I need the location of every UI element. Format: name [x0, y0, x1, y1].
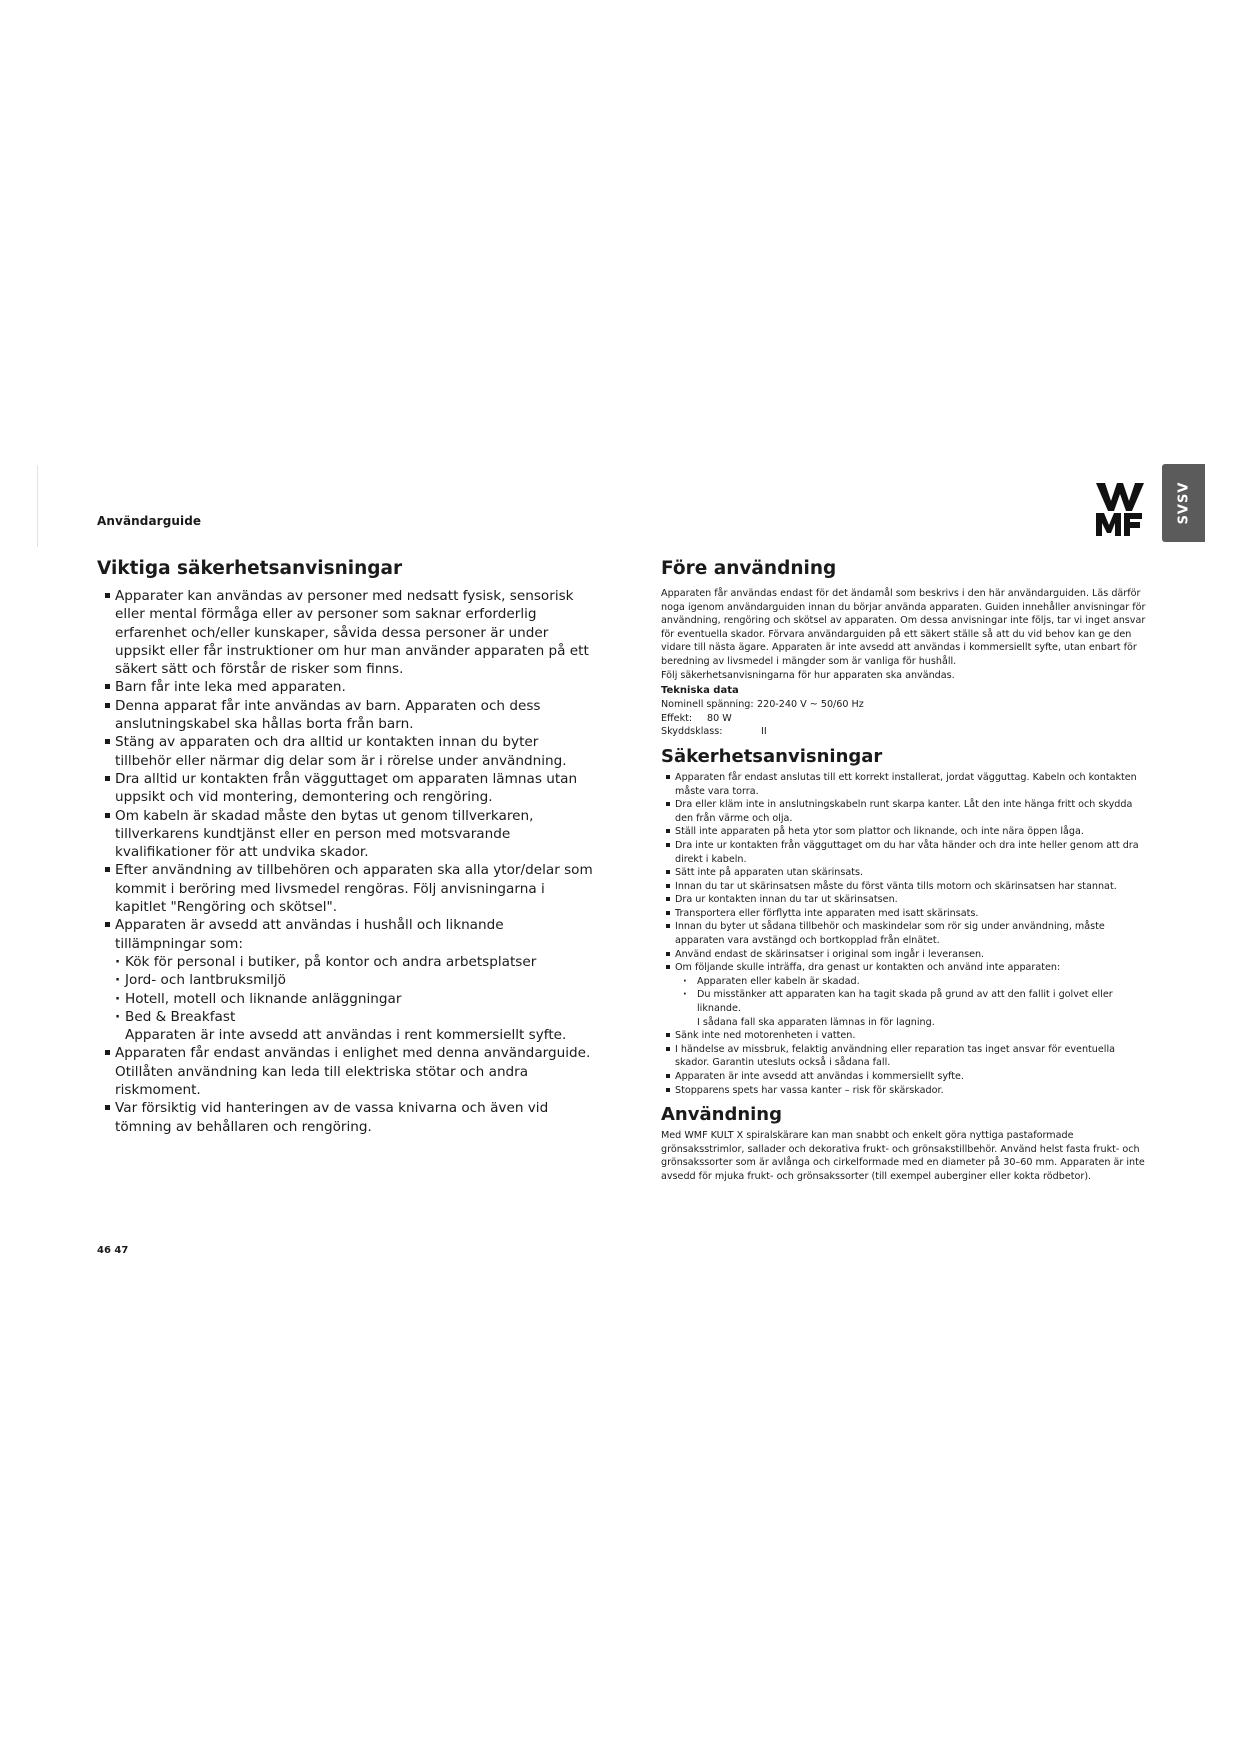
list-item: Efter användning av tillbehören och apparaten ska alla ytor/delar som kommit i beröring med livsmedel rengöras. Följ anvisningarna i kapitlet "Rengöring och skötsel".: [97, 861, 597, 916]
list-item: · Kök för personal i butiker, på kontor och andra arbetsplatser: [115, 953, 597, 971]
tech-row: [661, 725, 1151, 739]
list-item: · Jord- och lantbruksmiljö: [115, 971, 597, 989]
wmf-logo: [1096, 481, 1144, 537]
left-column: [97, 557, 597, 1136]
list-item: Dra eller kläm inte in anslutningskabeln runt skarpa kanter. Låt den inte hänga fritt och skydda den från värme och olja.: [661, 798, 1151, 825]
list-item: Dra inte ur kontakten från vägguttaget om du har våta händer och dra inte heller genom att dra direkt i kabeln.: [661, 839, 1151, 866]
section-title-safety: Säkerhetsanvisningar: [661, 745, 883, 767]
right-column: [661, 557, 1151, 1184]
list-item: Apparater kan användas av personer med nedsatt fysisk, sensorisk eller mental förmåga eller av personer som saknar erforderlig erfarenhet och/eller kunskaper, såvida dessa personer är under uppsikt eller får instruktioner om hur man använder apparaten på ett säkert sätt och förstår de risker som finns.: [97, 587, 597, 678]
safety-conditions-list: [661, 975, 1151, 1029]
list-item: Dra alltid ur kontakten från vägguttaget om apparaten lämnas utan uppsikt och vid montering, demontering och rengöring.: [97, 770, 597, 807]
list-item: Stopparens spets har vassa kanter – risk för skärskador.: [661, 1084, 1151, 1098]
list-item: Använd endast de skärinsatser i original som ingår i leveransen.: [661, 948, 1151, 962]
list-note: I sådana fall ska apparaten lämnas in för lagning.: [697, 1016, 935, 1028]
tech-row: [661, 712, 1151, 726]
list-item: Dra ur kontakten innan du tar ut skärinsatsen.: [661, 893, 1151, 907]
tech-value: 220-240 V ~ 50/60 Hz: [757, 699, 864, 711]
page-numbers: 46 47: [97, 1245, 129, 1256]
list-item: Var försiktig vid hanteringen av de vassa knivarna och även vid tömning av behållaren och rengöring.: [97, 1099, 597, 1136]
safety-list: [661, 771, 1151, 975]
list-item: · Bed & Breakfast: [115, 1008, 597, 1026]
header-label: Användarguide: [97, 514, 202, 528]
section-title-safety-important: Viktiga säkerhetsanvisningar: [97, 558, 403, 579]
before-use-text-2: Följ säkerhetsanvisningarna för hur apparaten ska användas.: [661, 669, 955, 681]
list-note: Apparaten är inte avsedd att användas i rent kommersiellt syfte.: [125, 1027, 567, 1044]
list-item: Transportera eller förflytta inte apparaten med isatt skärinsats.: [661, 907, 1151, 921]
safety-important-list: [97, 587, 597, 953]
list-item: Stäng av apparaten och dra alltid ur kontakten innan du byter tillbehör eller närmar dig delar som är i rörelse under användning.: [97, 733, 597, 770]
tech-value: 80 W: [707, 712, 732, 724]
tech-key: Nominell spänning:: [661, 699, 754, 711]
list-item: Apparaten får endast anslutas till ett korrekt installerat, jordat vägguttag. Kabeln och kontakten måste vara torra.: [661, 771, 1151, 798]
list-item: Innan du byter ut sådana tillbehör och maskindelar som rör sig under användning, måste apparaten vara avstängd och bortkopplad från elnätet.: [661, 920, 1151, 947]
language-tab-label: SVSV: [1176, 481, 1191, 525]
tech-data-title: Tekniska data: [661, 685, 739, 697]
usage-environments-list: [97, 953, 597, 1044]
tech-key: Effekt:: [661, 712, 693, 724]
tech-row: [661, 698, 1151, 712]
list-item: Om kabeln är skadad måste den bytas ut genom tillverkaren, tillverkarens kundtjänst eller en person med motsvarande kvalifikationer för att undvika skador.: [97, 807, 597, 862]
list-item: · Hotell, motell och liknande anläggningar: [115, 990, 597, 1008]
before-use-text: Apparaten får användas endast för det ändamål som beskrivs i den här användarguiden. Läs därför noga igenom användarguiden innan du börjar använda apparaten. Guiden innehåller anvisningar för användning, rengöring och skötsel av apparaten. Om dessa anvisningar inte följs, tar vi inget ansvar för eventuella skador. Förvara användarguiden på ett säkert ställe så att du vid behov kan ge den vidare till nästa ägare. Apparaten är inte avsedd att användas i kommersiellt syfte, utan enbart för beredning av livsmedel i mängder som är vanliga för hushåll.: [661, 588, 1146, 667]
language-tab: [1162, 464, 1205, 542]
list-item: Apparaten får endast användas i enlighet med denna användarguide. Otillåten användning kan leda till elektriska stötar och andra riskmoment.: [97, 1044, 597, 1099]
safety-list-continued: [661, 1029, 1151, 1097]
list-item: Innan du tar ut skärinsatsen måste du först vänta tills motorn och skärinsatsen har stannat.: [661, 880, 1151, 894]
list-item: · Du misstänker att apparaten kan ha tagit skada på grund av att den fallit i golvet eller liknande.: [683, 988, 1151, 1015]
list-item: Denna apparat får inte användas av barn. Apparaten och dess anslutningskabel ska hållas borta från barn.: [97, 697, 597, 734]
list-item: Apparaten är inte avsedd att användas i kommersiellt syfte.: [661, 1070, 1151, 1084]
list-item: Barn får inte leka med apparaten.: [97, 678, 597, 696]
safety-important-list-continued: [97, 1044, 597, 1135]
page-edge-line: [37, 465, 38, 547]
list-item: Sänk inte ned motorenheten i vatten.: [661, 1029, 1151, 1043]
tech-key: Skyddsklass:: [661, 726, 723, 738]
list-item: Sätt inte på apparaten utan skärinsats.: [661, 866, 1151, 880]
list-item: I händelse av missbruk, felaktig användning eller reparation tas inget ansvar för eventuella skador. Garantin utesluts också i sådana fall.: [661, 1043, 1151, 1070]
section-title-before-use: Före användning: [661, 558, 837, 579]
list-item: Om följande skulle inträffa, dra genast ur kontakten och använd inte apparaten:: [661, 961, 1151, 975]
list-item: Apparaten är avsedd att användas i hushåll och liknande tillämpningar som:: [97, 916, 597, 953]
section-title-usage: Användning: [661, 1104, 783, 1126]
usage-text: Med WMF KULT X spiralskärare kan man snabbt och enkelt göra nyttiga pastaformade grönsaksstrimlor, sallader och dekorativa frukt- och grönsakstillbehör. Använd helst fasta frukt- och grönsakssorter som är avlånga och cirkelformade med en diameter på 30–60 mm. Apparaten är inte avsedd för mjuka frukt- och grönsakssorter (till exempel auberginer eller kokta rödbetor).: [661, 1130, 1145, 1182]
list-item: Ställ inte apparaten på heta ytor som plattor och liknande, och inte nära öppen låga.: [661, 825, 1151, 839]
list-item: · Apparaten eller kabeln är skadad.: [683, 975, 1151, 989]
tech-value: II: [761, 726, 767, 738]
